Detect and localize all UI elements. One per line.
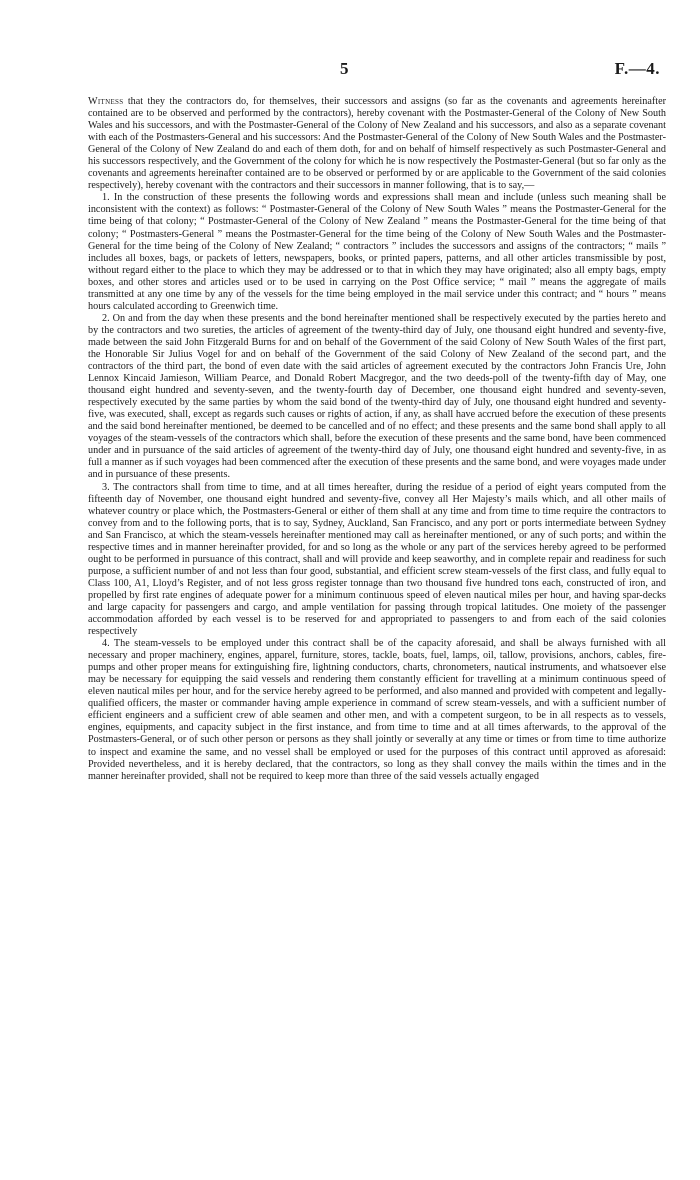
document-code: F.—4.: [614, 59, 660, 78]
document-body: [88, 96, 666, 783]
witness-paragraph: [88, 96, 666, 192]
clause-3: 3. The contractors shall from time to time, and at all times hereafter, during the residue of a period of eight years computed from the fifteenth day of November, one thousand eight hundred and seventy-five, convey all Her Majesty’s mails which, and all other mails of whatever country or place which, the Postmasters-General or either of them shall at any time and from time to time require the contractors to convey from and to the following ports, that is to say, Sydney, Auckland, San Francisco, and any port or ports intermediate between Sydney and San Francisco, at which the steam-vessels hereinafter mentioned may call as hereinafter mentioned, or any of such ports; and within the respective times and in manner hereinafter provided, for and so long as the whole or any part of the services hereby agreed to be performed ought to be performed in pursuance of this contract, shall and will provide and keep seaworthy, and in complete repair and readiness for such purpose, a sufficient number of and not less than four good, substantial, and efficient screw steam-vessels of the first class, and fully equal to Class 100, A1, Lloyd’s Register, and of not less gross register tonnage than two thousand five hundred tons each, constructed of iron, and propelled by first rate engines of adequate power for a minimum continuous speed of eleven nautical miles per hour, and having spar-decks and large capacity for passengers and cargo, and ample ventilation for passing through tropical latitudes. One moiety of the passenger accommodation afforded by each vessel is to be reserved for and appropriated to passengers to and from each of the said colonies respectively: [88, 481, 666, 638]
clause-1: 1. In the construction of these presents the following words and expressions shall mean and include (unless such meaning shall be inconsistent with the context) as follows: “ Postmaster-General of the Colony of New South Wales ” means the Postmaster-General for the time being of that colony; “ Postmaster-General of the Colony of New Zealand ” means the Postmaster-General for the time being of that colony; “ Postmasters-General ” means the Postmaster-General for the time being of the Colony of New South Wales and the Postmaster-General for the time being of the Colony of New Zealand; “ contractors ” includes the successors and assigns of the contractors; “ mails ” includes all boxes, bags, or packets of letters, newspapers, books, or printed papers, patterns, and all other articles transmissible by post, without regard either to the place to which they may be addressed or to that in which they may have originated; also all empty bags, empty boxes, and other stores and articles used or to be used in carrying on the Post Office service; “ mail ” means the aggregate of mails transmitted at any one time by any of the vessels for the time being employed in the mail service under this contract; and “ hours ” means hours calculated according to Greenwich time.: [88, 192, 666, 312]
witness-paragraph-text: that they the contractors do, for themselves, their successors and assigns (so far as the covenants and agreements hereinafter contained are to be observed and performed by the contractors), hereby covenant with the Postmaster-General of the Colony of New South Wales and his successors, and with the Postmaster-General of the Colony of New Zealand and his successors, and also as a separate covenant with each of the Postmasters-General and his successors: And the Postmaster-General of the Colony of New South Wales and the Postmaster-General of the Colony of New Zealand do and each of them doth, for and on behalf of himself respectively as such Postmaster-General and his successors respectively, and the Government of the colony for which he is now respectively the Postmaster-General (but so far only as the covenants and agreements hereinafter contained are to be observed or performed by or are applicable to the Government of the said colonies respectively), hereby covenant with the contractors and their successors in manner following, that is to say,—: [88, 96, 666, 192]
opening-word: Witness: [88, 96, 124, 107]
page-number: 5: [340, 59, 349, 78]
page-header: [0, 59, 700, 79]
clause-4: 4. The steam-vessels to be employed under this contract shall be of the capacity aforesaid, and shall be always furnished with all necessary and proper machinery, engines, apparel, furniture, stores, tackle, boats, fuel, lamps, oil, tallow, provisions, anchors, cables, fire-pumps and other proper means for extinguishing fire, lightning conductors, charts, chronometers, nautical instruments, and whatsoever else may be necessary for equipping the said vessels and rendering them constantly efficient for travelling at a minimum continuous speed of eleven nautical miles per hour, and for the service hereby agreed to be performed, and also manned and provided with competent and legally-qualified officers, the master or commander having ample experience in command of screw steam-vessels, and with a sufficient number of efficient engineers and a sufficient crew of able seamen and other men, and with a competent surgeon, to be in all respects as to vessels, engines, equipments, and capacity subject in the first instance, and from time to time and at all times afterwards, to the approval of the Postmasters-General, or of such other person or persons as they shall jointly or severally at any time or times or from time to time authorize to inspect and examine the same, and no vessel shall be employed or used for the purposes of this contract until approved as aforesaid: Provided nevertheless, and it is hereby declared, that the contractors, so long as they shall convey the mails within the times and in the manner hereinafter provided, shall not be required to keep more than three of the said vessels actually engaged: [88, 638, 666, 782]
clause-2: 2. On and from the day when these presents and the bond hereinafter mentioned shall be respectively executed by the parties hereto and by the contractors and two sureties, the articles of agreement of the twenty-third day of July, one thousand eight hundred and seventy-five, made between the said John Fitzgerald Burns for and on behalf of the Government of the said Colony of New South Wales of the first part, the Honorable Sir Julius Vogel for and on behalf of the Government of the said Colony of New Zealand of the second part, and the contractors of the third part, the bond of even date with the said articles of agreement executed by the contractors John Francis Ure, John Lennox Kincaid Jamieson, William Pearce, and Donald Robert Macgregor, and the two deeds-poll of the twenty-fifth day of May, one thousand eight hundred and seventy-seven, and the twenty-fourth day of December, one thousand eight hundred and seventy-seven, respectively executed by the same parties by whom the said bond of the twenty-third day of July, one thousand eight hundred and seventy-five, was executed, shall, except as regards such causes or rights of action, if any, as shall have accrued before the execution of these presents and the said bond hereinafter mentioned, be deemed to be cancelled and of no effect; and these presents and the same bond shall apply to all voyages of the steam-vessels of the contractors which shall, before the execution of these presents and the same bond, have been commenced under and in pursuance of the said articles of agreement of the twenty-third day of July, one thousand eight hundred and seventy-five, in as full a manner as if such voyages had been commenced after the execution of these presents and the same bond, and were voyages made under and in pursuance of these presents.: [88, 312, 666, 481]
